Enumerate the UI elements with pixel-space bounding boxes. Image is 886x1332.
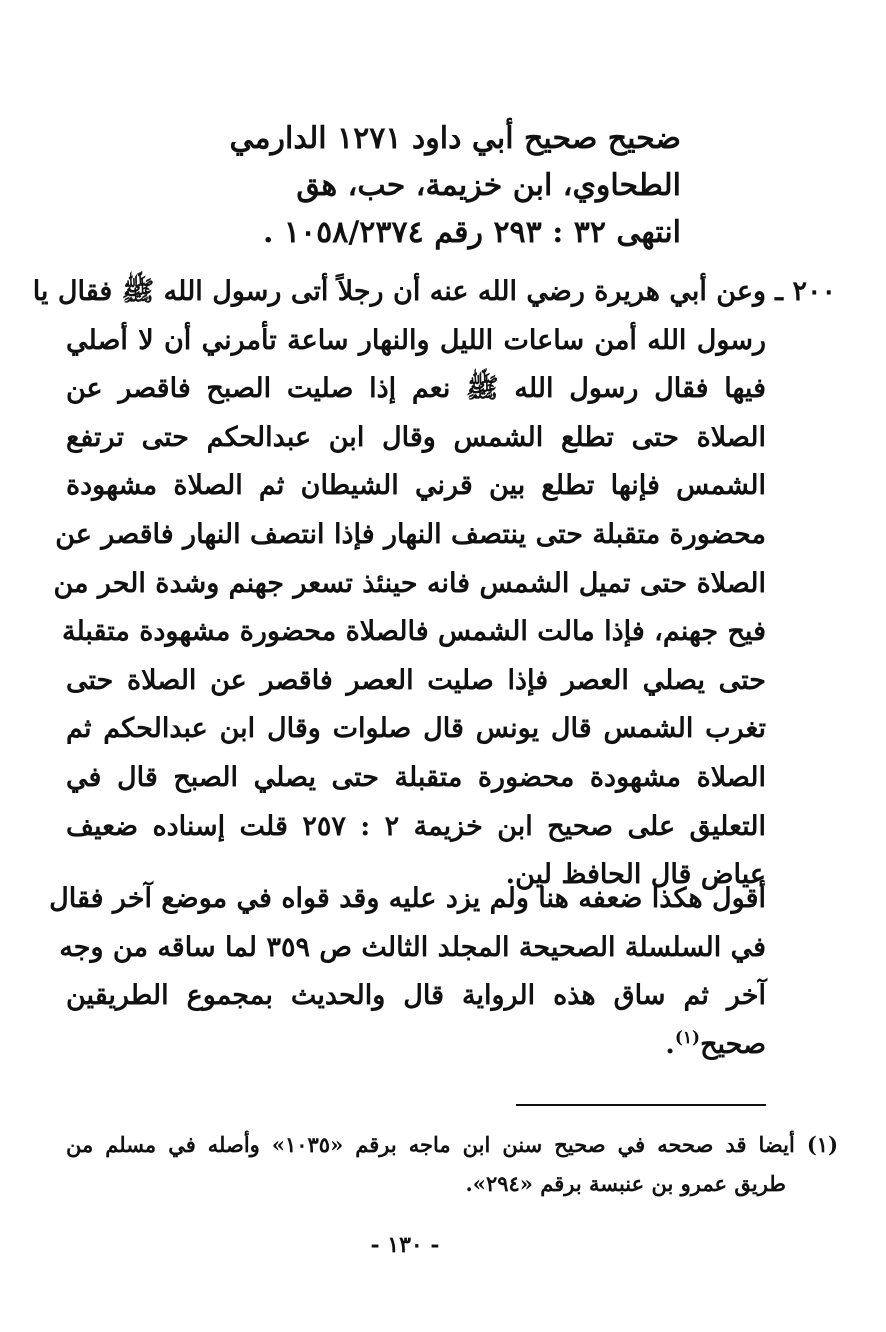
- hadith-line: محضورة متقبلة حتى ينتصف النهار فإذا انتصف النهار فاقصر عن: [55, 518, 766, 550]
- hadith-line: رسول الله أمن ساعات الليل والنهار ساعة تأمرني أن لا أصلي: [66, 324, 766, 356]
- grading-line: الطحاوي، ابن خزيمة، حب، هق: [296, 168, 681, 203]
- footnote-line: طريق عمرو بن عنبسة برقم «٢٩٤».: [465, 1171, 786, 1196]
- footnote-reference[interactable]: (١): [674, 1027, 701, 1048]
- comment-end-punctuation: .: [665, 1028, 675, 1060]
- hadith-text: [32, 268, 766, 900]
- hadith-line: فيح جهنم، فإذا مالت الشمس فالصلاة محضورة مشهودة متقبلة: [62, 616, 766, 648]
- page-number: - ١٣٠ -: [370, 1232, 440, 1258]
- comment-last-word: صحيح: [700, 1028, 766, 1060]
- hadith-line: عياض قال الحافظ لين.: [505, 859, 766, 891]
- hadith-line: الصلاة حتى تميل الشمس فانه حينئذ تسعر جهنم وشدة الحر من: [53, 567, 766, 599]
- author-comment: [49, 875, 766, 1069]
- grading-line: ضحيح صحيح أبي داود ١٢٧١ الدارمي: [229, 121, 681, 156]
- hadith-line: الصلاة مشهودة محضورة متقبلة حتى يصلي الصبح قال في: [66, 761, 766, 793]
- hadith-line: تغرب الشمس قال يونس قال صلوات وقال ابن عبدالحكم ثم: [66, 713, 766, 745]
- footnote: [66, 1125, 838, 1203]
- footnote-line: (١) أيضا قد صححه في صحيح سنن ابن ماجه برقم «١٠٣٥» وأصله في مسلم من: [66, 1132, 838, 1157]
- previous-hadith-grading: [201, 115, 681, 256]
- hadith-number: ٢٠٠ ـ: [775, 276, 836, 307]
- hadith-line: حتى يصلي العصر فإذا صليت العصر فاقصر عن الصلاة حتى: [66, 664, 766, 696]
- hadith-line: الشمس فإنها تطلع بين قرني الشيطان ثم الصلاة مشهودة: [66, 470, 766, 502]
- hadith-line: التعليق على صحيح ابن خزيمة ٢ : ٢٥٧ قلت إسناده ضعيف: [66, 810, 766, 842]
- grading-line: انتهى ٣٢ : ٢٩٣ رقم ١٠٥٨/٢٣٧٤ .: [262, 215, 681, 250]
- comment-line: [66, 1021, 766, 1070]
- hadith-line: فيها فقال رسول الله ﷺ نعم إذا صليت الصبح فاقصر عن: [66, 373, 766, 405]
- hadith-line: الصلاة حتى تطلع الشمس وقال ابن عبدالحكم حتى ترتفع: [66, 421, 766, 453]
- hadith-line: وعن أبي هريرة رضي الله عنه أن رجلاً أتى رسول الله ﷺ فقال يا: [32, 276, 766, 307]
- comment-line: في السلسلة الصحيحة المجلد الثالث ص ٣٥٩ لما ساقه من وجه: [59, 931, 766, 963]
- comment-line: أقول هكذا ضعفه هنا ولم يزد عليه وقد قواه في موضع آخر فقال: [49, 883, 766, 914]
- footnote-divider: [516, 1104, 766, 1106]
- comment-line: آخر ثم ساق هذه الرواية قال والحديث بمجموع الطريقين: [66, 980, 766, 1012]
